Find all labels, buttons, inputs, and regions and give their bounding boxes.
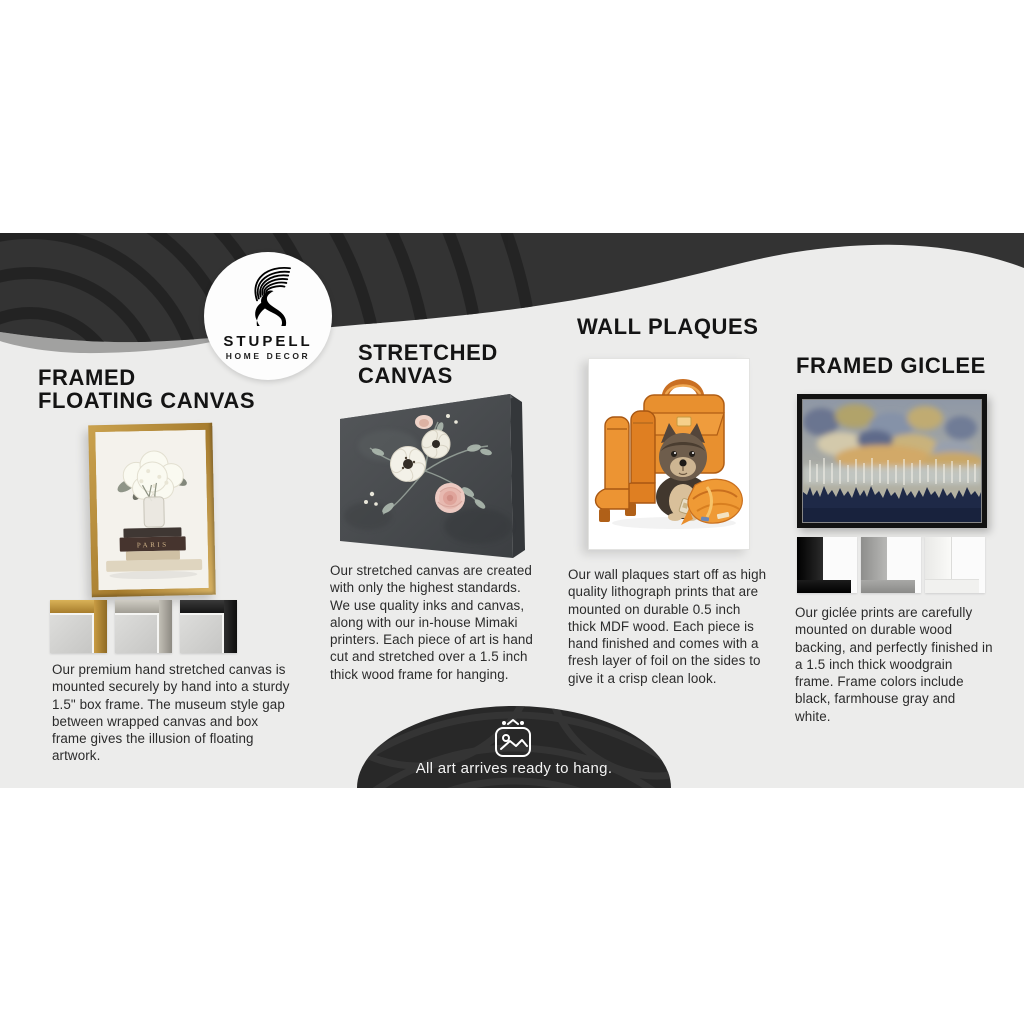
brand-logo [204,252,332,380]
header-wave-graphic [0,233,1024,363]
stretched-canvas-description: Our stretched canvas are created with only the highest standards. We use quality inks and canvas, along with our in-house Mimaki printers. Each piece of art is hand cut and stretched over a 1.5 inch thick wood frame for hanging. [330,563,533,682]
heading-stretched-canvas [358,341,498,387]
heading-line: FRAMED [38,365,136,390]
wall-plaques-description: Our wall plaques start off as high quality lithograph prints that are mounted on durable 0.5 inch thick MDF wood. Each piece is hand finished and comes with a fresh layer of foil on the sides to give it a crisp clean look. [568,567,767,686]
framed-giclee-product-image [797,394,987,528]
floating-canvas-description: Our premium hand stretched canvas is mounted securely by hand into a sturdy 1.5" box frame. The museum style gap between wrapped canvas and box frame gives the illusion of floating artwork. [52,662,290,764]
swatch-black-giclee-frame [797,537,857,593]
heading-line: CANVAS [358,363,453,388]
swatch-gold-frame [50,600,107,653]
heading-framed-giclee: FRAMED GICLEE [796,353,986,378]
swatch-farmhouse-gray-giclee-frame [861,537,921,593]
hydrangea-painting [95,430,208,590]
brand-name: STUPELL [223,333,313,350]
brand-tagline: HOME DECOR [225,351,311,361]
book-spine-text: PARIS [136,540,169,550]
heading-line: STRETCHED [358,340,498,365]
abstract-giclee-artwork [803,400,981,522]
framed-picture-icon [491,716,535,762]
stupell-s-swirl-icon [231,260,305,326]
swatch-white-giclee-frame [925,537,985,593]
giclee-frame-color-swatches [797,537,985,593]
banner-text: All art arrives ready to hang. [415,760,613,777]
framed-giclee-description: Our giclée prints are carefully mounted on durable wood backing, and perfectly finished in a 1.5 inch thick woodgrain frame. Frame colors include black, farmhouse gray and white. [795,605,993,724]
stretched-canvas-product-image [328,386,532,568]
swatch-silver-frame [115,600,172,653]
heading-framed-floating-canvas [38,366,255,412]
swatch-black-frame [180,600,237,653]
floating-frame-color-swatches [50,600,237,653]
heading-line: FLOATING CANVAS [38,388,256,413]
dog-and-bag-artwork [589,359,749,549]
floating-canvas-product-image [88,423,216,598]
wall-plaque-product-image [588,358,750,550]
heading-wall-plaques: WALL PLAQUES [577,314,759,339]
